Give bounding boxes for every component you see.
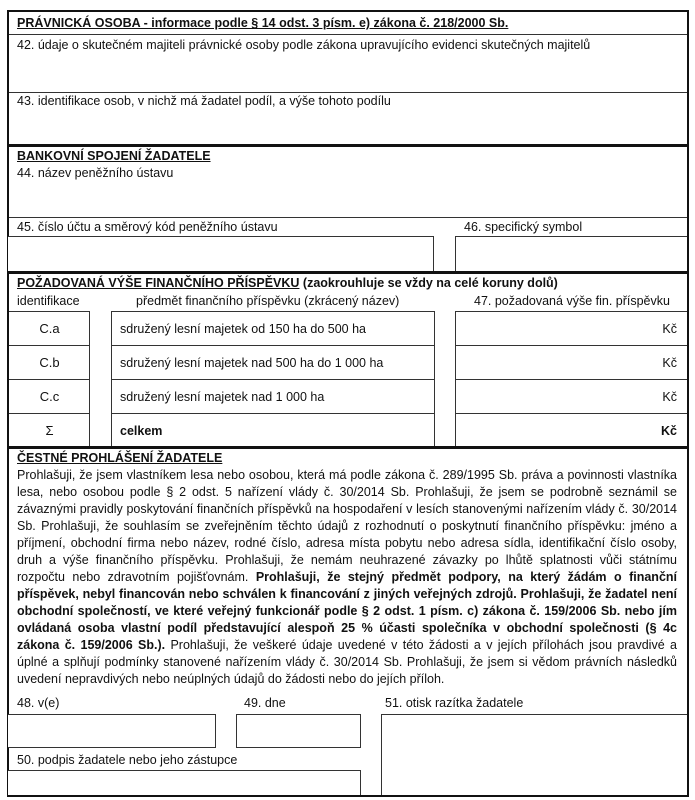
divider [9, 34, 687, 35]
stamp-input[interactable] [381, 714, 687, 795]
section-divider [9, 144, 687, 147]
field44-label: 44. název peněžního ústavu [17, 166, 174, 180]
row-subject: sdružený lesní majetek nad 1 000 ha [112, 379, 434, 413]
col-header-subject: předmět finančního příspěvku (zkrácený název) [136, 294, 400, 308]
currency-label: Kč [662, 389, 677, 404]
row-amount-input[interactable] [456, 311, 687, 345]
declaration-text: Prohlašuji, že jsem vlastníkem lesa nebo osobou, která má podle zákona č. 289/1995 Sb. práva a povinnosti vlastníka lesa, nebo osobou podle § 2 odst. 5 nařízení vlády č. 30/2014 Sb. Prohlašuji, že jsem se podrobně seznámil se závaznými pravidly poskytování finančních příspěvků na hospodaření v lesích stanovenými nařízením vlády č. 30/2014 Sb. Prohlašuji, že souhlasím se zveřejněním těchto údajů z rozhodnutí o poskytnutí finančního příspěvku: jméno a příjmení, obchodní firma nebo název, rodné číslo, adresa místa pobytu nebo adresa sídla, identifikační číslo osoby, druh a výše finančního příspěvku. Prohlašuji, že nemám neuhrazené závazky po lhůtě splatnosti vůči státnímu rozpočtu nebo zdravotním pojišťovnám. Prohlašuji, že stejný předmět podpory, na který žádám o finanční příspěvek, nebyl financován nebo schválen k financování z jiných veřejných zdrojů. Prohlašuji, že žadatel není obchodní společností, ve které veřejný funkcionář podle § 2 odst. 1 písm. c) zákona č. 159/2006 Sb. nebo jím ovládaná osoba vlastní podíl představující alespoň 25 % účasti společníka v obchodní společnosti (§ 4c zákona č. 159/2006 Sb.). Prohlašuji, že veškeré údaje uvedené v této žádosti a v jejích přílohách jsou pravdivé a úplné a splňují podmínky stanovené nařízením vlády č. 30/2014 Sb. Prohlašuji, že jsem si vědom právních následků uvedení nepravdivých nebo neúplných údajů do žádosti nebo do jejích příloh. [17, 468, 678, 686]
row-amount-input[interactable] [456, 413, 687, 447]
form-frame [7, 10, 689, 797]
currency-label: Kč [662, 355, 677, 370]
divider [9, 92, 687, 93]
specific-symbol-input[interactable] [455, 236, 687, 271]
row-id: C.c [9, 379, 90, 413]
currency-label: Kč [662, 321, 677, 336]
divider [9, 217, 687, 218]
signature-input[interactable] [8, 770, 361, 795]
section-divider [9, 446, 687, 449]
field43-label: 43. identifikace osob, v nichž má žadatel podíl, a výše tohoto podílu [17, 94, 391, 108]
contribution-heading: POŽADOVANÁ VÝŠE FINANČNÍHO PŘÍSPĚVKU (zaokrouhluje se vždy na celé koruny dolů) [17, 276, 558, 290]
row-subject: sdružený lesní majetek nad 500 ha do 1 000 ha [112, 345, 434, 379]
row-id: Σ [9, 413, 90, 447]
place-input[interactable] [8, 714, 216, 748]
bank-name-input[interactable] [9, 182, 687, 217]
field48-label: 48. v(e) [17, 696, 60, 710]
field51-label: 51. otisk razítka žadatele [385, 696, 524, 710]
bank-heading: BANKOVNÍ SPOJENÍ ŽADATELE [17, 149, 211, 163]
col-header-identification: identifikace [17, 294, 80, 308]
field42-label: 42. údaje o skutečném majiteli právnické osoby podle zákona upravujícího evidenci skutečných majitelů [17, 38, 591, 52]
account-number-input[interactable] [8, 236, 434, 271]
ownership-shares-input[interactable] [9, 110, 687, 144]
col-header-amount: 47. požadovaná výše fin. příspěvku [474, 294, 670, 308]
field46-label: 46. specifický symbol [464, 220, 583, 234]
field49-label: 49. dne [244, 696, 286, 710]
legal-entity-heading: PRÁVNICKÁ OSOBA - informace podle § 14 odst. 3 písm. e) zákona č. 218/2000 Sb. [17, 16, 509, 30]
beneficial-owner-input[interactable] [9, 57, 687, 92]
field45-label: 45. číslo účtu a směrový kód peněžního ústavu [17, 220, 278, 234]
date-input[interactable] [236, 714, 361, 748]
section-divider [9, 271, 687, 274]
row-subject: celkem [112, 413, 434, 447]
row-amount-input[interactable] [456, 379, 687, 413]
row-id: C.b [9, 345, 90, 379]
row-subject: sdružený lesní majetek od 150 ha do 500 ha [112, 311, 434, 345]
row-amount-input[interactable] [456, 345, 687, 379]
field50-label: 50. podpis žadatele nebo jeho zástupce [17, 753, 238, 767]
declaration-heading: ČESTNÉ PROHLÁŠENÍ ŽADATELE [17, 451, 223, 465]
currency-label: Kč [661, 423, 677, 438]
row-id: C.a [9, 311, 90, 345]
